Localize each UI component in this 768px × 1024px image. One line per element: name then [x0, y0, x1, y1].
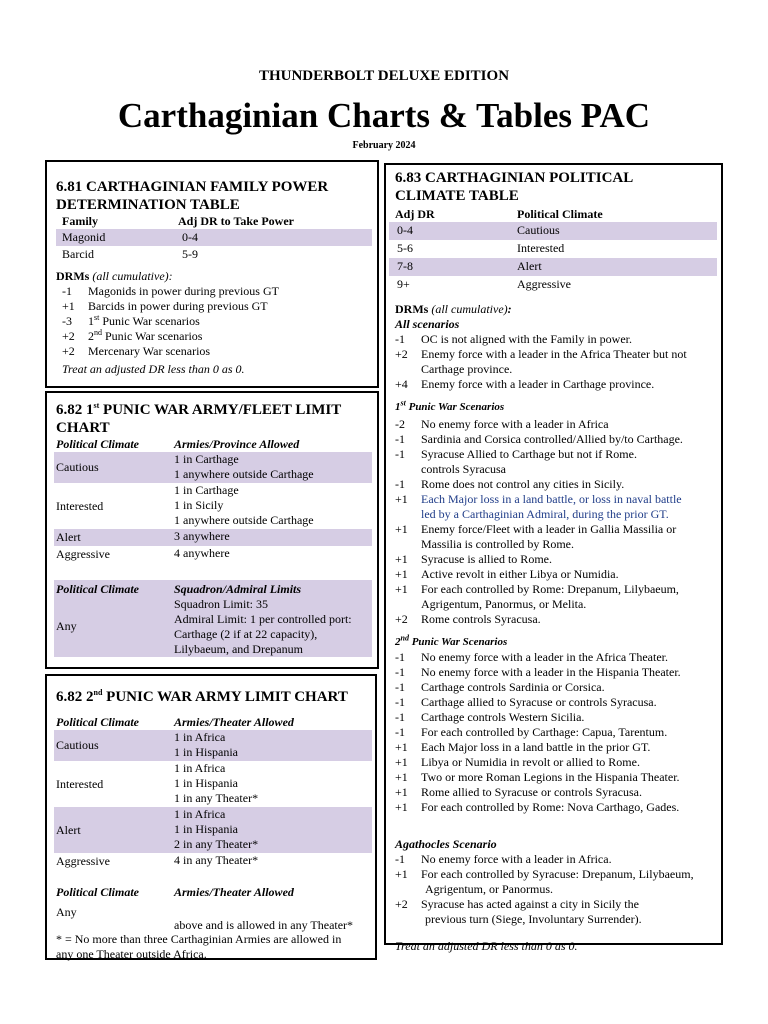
drm-text: Rome does not control any cities in Sicily. — [421, 477, 625, 491]
table-header-2 — [54, 580, 372, 597]
family-dr: 5-9 — [182, 247, 198, 261]
drm-text: No enemy force with a leader in Africa. — [421, 852, 612, 866]
drm-list-first-punic — [395, 417, 717, 627]
drm-text: Each Major loss in a land battle, or loss in naval battle — [421, 492, 682, 506]
drm-mod: +1 — [395, 582, 408, 596]
climate-name: Alert — [56, 530, 81, 544]
drm-mod: +1 — [395, 755, 408, 769]
section-footer-cut: Treat an adjusted DR less than 0 as 0. — [395, 939, 578, 953]
col-adj-dr: Adj DR to Take Power — [178, 214, 294, 228]
limit-line: Squadron Limit: 35 — [174, 597, 268, 611]
allowed-line: 1 in Sicily — [174, 498, 224, 512]
drm-text — [88, 284, 279, 299]
drm-list-second-punic — [395, 650, 717, 815]
drm-mod: +1 — [395, 552, 408, 566]
drm-mod: +1 — [395, 492, 408, 506]
col-armies: Armies/Province Allowed — [174, 437, 300, 451]
section-title — [56, 688, 372, 706]
drm-mod: +1 — [395, 800, 408, 814]
col-family: Family — [62, 214, 98, 228]
family-dr: 0-4 — [182, 230, 198, 244]
agathocles-label: Agathocles Scenario — [395, 837, 497, 851]
drm-mod: +2 — [395, 347, 408, 361]
any-row — [56, 902, 372, 932]
squadron-row — [54, 597, 372, 657]
drms-heading — [395, 302, 717, 317]
allowed-line: 3 anywhere — [174, 529, 230, 543]
col-climate-2: Political Climate — [56, 885, 139, 899]
allowed-line: 1 in Hispania — [174, 776, 238, 790]
drm-text: Enemy force with a leader in the Africa Theater but not — [421, 347, 687, 361]
title-post: PUNIC WAR ARMY LIMIT CHART — [102, 689, 348, 705]
drm-mod: -1 — [395, 852, 405, 866]
section-6-82-first — [56, 401, 372, 657]
drm-mod: +1 — [395, 867, 408, 881]
drm-text: Syracuse is allied to Rome. — [421, 552, 552, 566]
footnote: * = No more than three Carthaginian Armies are allowed in — [56, 932, 342, 946]
drm-item-cont — [395, 537, 717, 552]
drm-text: Two or more Roman Legions in the Hispania Theater. — [421, 770, 680, 784]
drm-item — [395, 755, 717, 770]
drm-body: Punic War scenarios — [102, 329, 203, 343]
drm-sup: nd — [94, 328, 102, 337]
climate-name: Aggressive — [56, 854, 110, 868]
drm-item — [395, 347, 717, 362]
limit-line: Lilybaeum, and Drepanum — [174, 642, 303, 656]
drm-text: Massilia is controlled by Rome. — [421, 537, 574, 551]
allowed-line: 1 in Africa — [174, 761, 226, 775]
allowed-line: 1 in Hispania — [174, 745, 238, 759]
table-row — [54, 546, 372, 568]
drm-item-cont — [395, 362, 717, 377]
all-scenarios-label: All scenarios — [395, 317, 460, 331]
section-6-83 — [395, 169, 717, 953]
drm-text: Carthage controls Sardinia or Corsica. — [421, 680, 605, 694]
drm-mod: -1 — [395, 725, 405, 739]
drm-text: Carthage province. — [421, 362, 513, 376]
section-title — [56, 401, 372, 419]
drm-text: Rome allied to Syracuse or controls Syracusa. — [421, 785, 642, 799]
drm-text: No enemy force with a leader in Africa — [421, 417, 609, 431]
drm-text: Carthage controls Western Sicilia. — [421, 710, 585, 724]
drm-text: Sardinia and Corsica controlled/Allied by/to Carthage. — [421, 432, 683, 446]
family-table — [56, 229, 372, 263]
climate-name: Interested — [56, 776, 104, 791]
allowed-line: 1 in Africa — [174, 730, 226, 744]
drm-item — [395, 867, 717, 882]
army-limit-table — [54, 452, 372, 568]
table-row — [54, 853, 372, 875]
drm-text: Rome controls Syracusa. — [421, 612, 541, 626]
drm-item — [395, 492, 717, 507]
drm-item-cont — [395, 597, 717, 612]
dr-range: 5-6 — [397, 241, 413, 255]
family-name: Barcid — [62, 247, 94, 261]
allowed-line: 4 anywhere — [174, 546, 230, 560]
title-sup: st — [93, 401, 100, 410]
section-title: 6.81 CARTHAGINIAN FAMILY POWER — [56, 179, 329, 195]
col-armies: Armies/Theater Allowed — [174, 715, 294, 729]
drm-item — [395, 522, 717, 537]
section-title: 6.83 CARTHAGINIAN POLITICAL — [395, 170, 634, 186]
climate-name: Cautious — [56, 738, 99, 752]
col-climate: Political Climate — [56, 437, 139, 451]
section-footer: Treat an adjusted DR less than 0 as 0. — [62, 362, 245, 376]
drm-text: Syracuse has acted against a city in Sicily the — [421, 897, 639, 911]
footnote-line2: any one Theater outside Africa. — [56, 947, 207, 961]
limit-line: Carthage (2 if at 22 capacity), — [174, 627, 318, 641]
drm-text: Agrigentum, or Panormus. — [425, 882, 553, 896]
climate-name: Alert — [56, 822, 81, 837]
drm-item — [56, 284, 372, 299]
drm-item — [395, 852, 717, 867]
drm-body: Mercenary War scenarios — [88, 344, 211, 358]
table-row — [54, 730, 372, 761]
drm-mod: +4 — [395, 377, 408, 391]
drms-note: (all cumulative) — [431, 302, 508, 316]
drm-item — [56, 299, 372, 314]
drm-body: Magonids in power during previous GT — [88, 284, 279, 298]
drm-mod: -3 — [62, 314, 72, 328]
first-punic-label — [395, 400, 717, 415]
drm-text: Carthage allied to Syracuse or controls Syracusa. — [421, 695, 657, 709]
col-climate-2: Political Climate — [56, 582, 139, 596]
drms-note: (all cumulative): — [92, 269, 173, 283]
drm-mod: +2 — [395, 897, 408, 911]
drm-mod: +1 — [62, 299, 75, 313]
drm-mod: -1 — [395, 710, 405, 724]
drm-mod: +2 — [62, 344, 75, 358]
drm-item — [395, 552, 717, 567]
drm-mod: -2 — [395, 417, 405, 431]
drm-mod: -1 — [395, 665, 405, 679]
table-row — [389, 222, 717, 240]
table-header — [56, 214, 372, 229]
drm-item — [395, 695, 717, 710]
drm-mod: +1 — [395, 740, 408, 754]
drm-mod: -1 — [395, 332, 405, 346]
climate-name: Aggressive — [56, 547, 110, 561]
drm-text: Libya or Numidia in revolt or allied to Rome. — [421, 755, 640, 769]
drm-mod: -1 — [395, 650, 405, 664]
drm-list — [56, 284, 372, 359]
drm-text — [88, 299, 268, 314]
climate-table — [389, 222, 717, 294]
dr-range: 7-8 — [397, 259, 413, 273]
col-climate: Political Climate — [56, 715, 139, 729]
allowed-line: 1 in any Theater* — [174, 791, 259, 805]
drm-item — [395, 332, 717, 347]
table-row — [389, 276, 717, 294]
p2-sup: nd — [400, 633, 409, 643]
drm-text: For each controlled by Rome: Nova Carthago, Gades. — [421, 800, 680, 814]
drm-item-cont — [395, 507, 717, 522]
p1-pre: 1 — [395, 401, 401, 413]
drm-pre: 2 — [88, 329, 94, 343]
drm-text: Enemy force/Fleet with a leader in Gallia Massilia or — [421, 522, 677, 536]
col-squadron: Squadron/Admiral Limits — [174, 582, 302, 596]
table-header — [56, 715, 372, 730]
drm-text: Active revolt in either Libya or Numidia. — [421, 567, 619, 581]
title-pre: 6.82 1 — [56, 402, 94, 418]
drm-mod: +1 — [395, 522, 408, 536]
drm-item — [395, 582, 717, 597]
section-6-81 — [56, 178, 372, 377]
climate-name: Aggressive — [517, 277, 571, 291]
drm-text: For each controlled by Carthage: Capua, Tarentum. — [421, 725, 668, 739]
allowed-line: 1 in Hispania — [174, 822, 238, 836]
drms-heading — [56, 269, 372, 284]
drm-item-cont — [395, 912, 717, 927]
climate-name: Interested — [517, 241, 565, 255]
table-header — [395, 207, 717, 222]
section-6-82-second — [56, 688, 372, 962]
drm-mod: +1 — [395, 567, 408, 581]
drm-mod: -1 — [395, 695, 405, 709]
drm-mod: +1 — [395, 785, 408, 799]
title-pre: 6.82 2 — [56, 689, 94, 705]
title-sup: nd — [93, 688, 103, 697]
allowed-line: 1 anywhere outside Carthage — [174, 467, 314, 481]
drm-text: Each Major loss in a land battle in the prior GT. — [421, 740, 651, 754]
allowed-line: 1 in Africa — [174, 807, 226, 821]
p2-pre: 2 — [395, 636, 401, 648]
drm-item — [395, 477, 717, 492]
table-row — [56, 246, 372, 263]
table-row — [54, 529, 372, 546]
table-row — [54, 452, 372, 483]
limit-line: Admiral Limit: 1 per controlled port: — [174, 612, 352, 626]
drm-item — [395, 740, 717, 755]
drm-sup: st — [94, 313, 100, 322]
drm-item — [395, 612, 717, 627]
drm-item — [56, 329, 372, 344]
table-header — [56, 437, 372, 452]
dr-range: 9+ — [397, 277, 410, 291]
allowed-line: 1 anywhere outside Carthage — [174, 513, 314, 527]
p1-post: Punic War Scenarios — [405, 401, 505, 413]
climate-name: Alert — [517, 259, 542, 273]
drm-mod: +2 — [62, 329, 75, 343]
col-adj-dr: Adj DR — [395, 207, 435, 221]
drm-item-cont — [395, 882, 717, 897]
drm-mod: +2 — [395, 612, 408, 626]
second-punic-label — [395, 635, 717, 650]
drm-text: previous turn (Siege, Involuntary Surrender). — [425, 912, 642, 926]
table-row — [54, 761, 372, 807]
edition-title: THUNDERBOLT DELUXE EDITION — [258, 68, 510, 84]
drm-text: No enemy force with a leader in the Hispania Theater. — [421, 665, 681, 679]
drm-body: Barcids in power during previous GT — [88, 299, 268, 313]
drm-text: No enemy force with a leader in the Africa Theater. — [421, 650, 669, 664]
climate-name: Cautious — [56, 460, 99, 474]
drms-label: DRMs — [56, 269, 90, 283]
allowed-line: 2 in any Theater* — [174, 837, 259, 851]
family-name: Magonid — [62, 230, 106, 244]
drm-text — [88, 314, 200, 329]
p2-post: Punic War Scenarios — [408, 636, 508, 648]
drm-mod: -1 — [395, 680, 405, 694]
table-row — [389, 258, 717, 276]
climate-any: Any — [56, 905, 77, 919]
drm-item — [395, 447, 717, 462]
title-post: PUNIC WAR ARMY/FLEET LIMIT — [99, 402, 342, 418]
allowed-line: 1 in Carthage — [174, 452, 239, 466]
drm-text: For each controlled by Syracuse: Drepanum, Lilybaeum, — [421, 867, 694, 881]
any-text: above and is allowed in any Theater* — [174, 918, 354, 932]
drm-body: Punic War scenarios — [99, 314, 200, 328]
drm-mod: -1 — [395, 447, 405, 461]
drm-item — [395, 650, 717, 665]
drms-colon: : — [507, 302, 512, 316]
drm-mod: -1 — [395, 432, 405, 446]
drm-list-agathocles — [395, 852, 717, 927]
drm-text: Agrigentum, Panormus, or Melita. — [421, 597, 587, 611]
drm-text — [88, 344, 210, 359]
table-row — [54, 807, 372, 853]
drm-text: controls Syracusa — [421, 462, 506, 476]
drm-item-cont — [395, 462, 717, 477]
drm-item — [395, 725, 717, 740]
drm-item — [395, 377, 717, 392]
dr-range: 0-4 — [397, 223, 413, 237]
drm-pre: 1 — [88, 314, 94, 328]
col-political-climate: Political Climate — [517, 207, 603, 221]
drm-item — [395, 710, 717, 725]
table-row — [56, 229, 372, 246]
army-theater-table — [54, 730, 372, 875]
drm-item — [395, 665, 717, 680]
section-title-line2: CHART — [56, 420, 110, 436]
section-title-line2: CLIMATE TABLE — [395, 188, 519, 204]
drm-item — [56, 344, 372, 359]
page-title: Carthaginian Charts & Tables PAC — [117, 96, 651, 135]
p1-sup: st — [400, 398, 406, 408]
allowed-line: 1 in Carthage — [174, 483, 239, 497]
drm-item — [395, 680, 717, 695]
drm-text: OC is not aligned with the Family in power. — [421, 332, 632, 346]
drm-item — [395, 567, 717, 582]
drm-text: Enemy force with a leader in Carthage province. — [421, 377, 655, 391]
table-row — [389, 240, 717, 258]
drm-mod: -1 — [395, 477, 405, 491]
section-title-line2: DETERMINATION TABLE — [56, 197, 240, 213]
drm-text: Syracuse Allied to Carthage but not if Rome. — [421, 447, 637, 461]
climate-name: Cautious — [517, 223, 560, 237]
drm-mod: +1 — [395, 770, 408, 784]
drm-item — [395, 417, 717, 432]
drm-item — [395, 432, 717, 447]
table-header-2 — [56, 885, 372, 900]
drms-label: DRMs — [395, 302, 429, 316]
drm-item — [56, 314, 372, 329]
page-date: February 2024 — [352, 140, 416, 151]
squadron-limits — [174, 597, 352, 657]
drm-item — [395, 897, 717, 912]
drm-text: For each controlled by Rome: Drepanum, Lilybaeum, — [421, 582, 679, 596]
drm-list-all — [395, 332, 717, 392]
allowed-line: 4 in any Theater* — [174, 853, 259, 867]
drm-item — [395, 770, 717, 785]
table-row — [54, 483, 372, 529]
drm-text: led by a Carthaginian Admiral, during the prior GT. — [421, 507, 669, 521]
climate-name: Interested — [56, 498, 104, 513]
drm-item — [395, 800, 717, 815]
col-armies-2: Armies/Theater Allowed — [174, 885, 294, 899]
drm-mod: -1 — [62, 284, 72, 298]
drm-item — [395, 785, 717, 800]
climate-any: Any — [56, 619, 77, 633]
drm-text — [88, 329, 202, 344]
